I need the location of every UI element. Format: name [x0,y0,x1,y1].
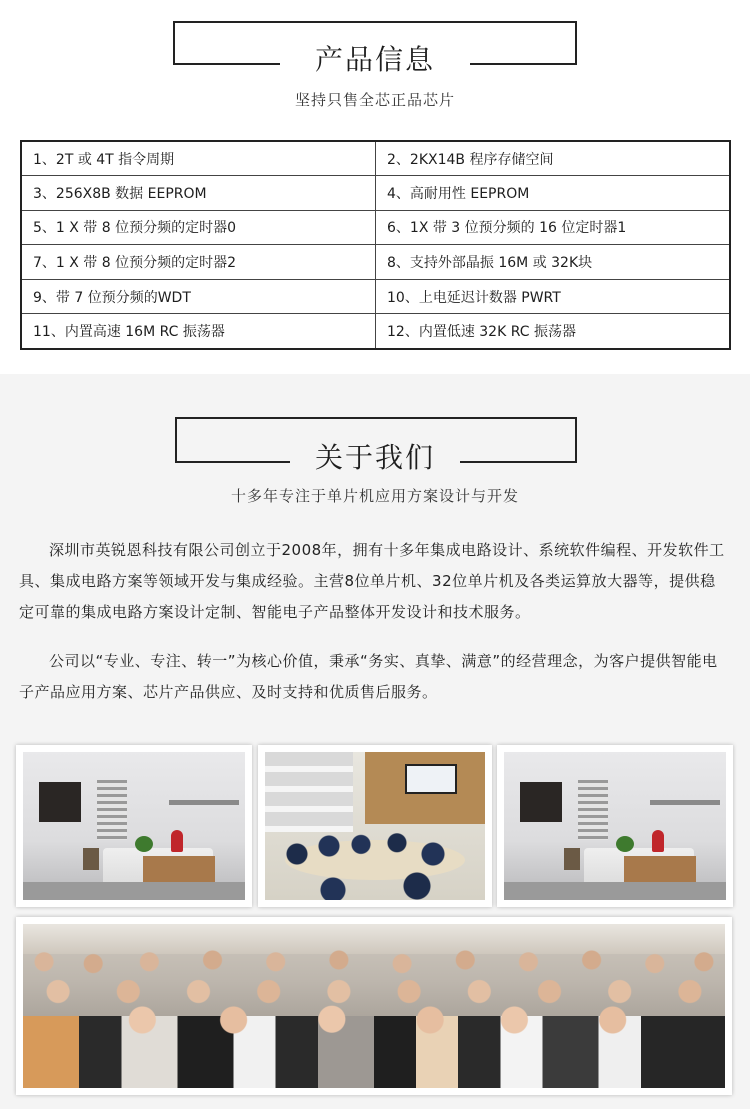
feature-cell: 6、1X 带 3 位预分频的 16 位定时器1 [376,210,731,245]
table-row [21,176,730,211]
feature-cell: 5、1 X 带 8 位预分频的定时器0 [21,210,376,245]
feature-table [20,140,731,350]
feature-cell: 1、2T 或 4T 指令周期 [21,141,376,176]
team-group-photo [16,917,732,1095]
feature-cell: 3、256X8B 数据 EEPROM [21,176,376,211]
section-subtitle: 坚持只售全芯正品芯片 [294,91,455,109]
receptionist [652,830,664,852]
feature-cell: 11、内置高速 16M RC 振荡器 [21,314,376,349]
feature-cell: 12、内置低速 32K RC 振荡器 [376,314,731,349]
logo-panel [520,782,562,822]
presentation-screen [405,764,457,794]
display-shelves [265,752,353,832]
section-title: 关于我们 [290,437,460,479]
floor [23,882,245,900]
table-row [21,245,730,280]
cabinet [83,848,99,870]
section-subtitle: 十多年专注于单片机应用方案设计与开发 [230,487,519,505]
wall-subtext [650,800,720,805]
about-us-section [0,374,750,1109]
feature-cell: 4、高耐用性 EEPROM [376,176,731,211]
table-row [21,210,730,245]
feature-cell: 8、支持外部晶振 16M 或 32K块 [376,245,731,280]
plant [135,836,153,852]
meeting-photo [258,745,492,907]
meeting-image [265,752,485,900]
cabinet [564,848,580,870]
section-title: 产品信息 [280,40,470,80]
feature-cell: 9、带 7 位预分频的WDT [21,279,376,314]
reception-image [23,752,245,900]
table-row [21,314,730,349]
team-group-image [23,924,725,1088]
floor [504,882,726,900]
table-row [21,141,730,176]
plant [616,836,634,852]
receptionist [171,830,183,852]
company-intro-paragraph: 深圳市英锐恩科技有限公司创立于2008年，拥有十多年集成电路设计、系统软件编程、开发软件工具、集成电路方案等领域开发与集成经验。主营8位单片机、32位单片机及各类运算放大器等，提供稳定可靠的集成电路方案设计定制、智能电子产品整体开发设计和技术服务。 [19,541,725,621]
wall-stripes [97,780,127,840]
wall-stripes [578,780,608,840]
feature-cell: 2、2KX14B 程序存储空间 [376,141,731,176]
reception-photo-2 [497,745,733,907]
front-row-people [23,1004,725,1044]
feature-cell: 7、1 X 带 8 位预分频的定时器2 [21,245,376,280]
meeting-participants [273,822,473,900]
feature-cell: 10、上电延迟计数器 PWRT [376,279,731,314]
logo-panel [39,782,81,822]
wall-subtext [169,800,239,805]
table-row [21,279,730,314]
product-info-section [0,0,750,374]
reception-image [504,752,726,900]
reception-photo [16,745,252,907]
company-values-paragraph: 公司以“专业、专注、转一”为核心价值，秉承“务实、真挚、满意”的经营理念，为客户提供智能电子产品应用方案、芯片产品供应、及时支持和优质售后服务。 [19,652,718,701]
